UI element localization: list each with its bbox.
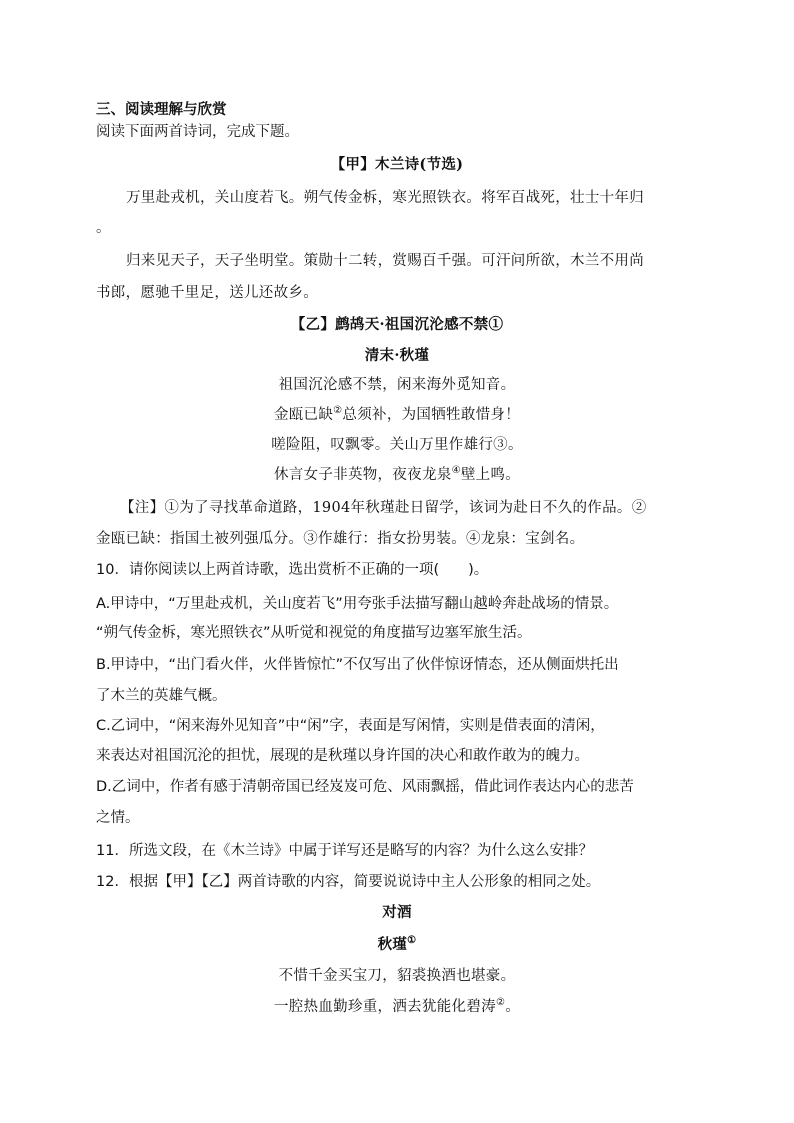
poem-b-note-line2: 金瓯已缺：指国土被列强瓜分。③作雄行：指女扮男装。④龙泉：宝剑名。 bbox=[96, 531, 585, 547]
poem-b-note-line1: 【注】①为了寻找革命道路，1904年秋瑾赴日留学，该词为赴日不久的作品。② bbox=[120, 500, 647, 516]
poem-b-line2-a: 金瓯已缺 bbox=[273, 407, 334, 423]
poem-b-title: 【乙】鹧鸪天·祖国沉沦感不禁① bbox=[290, 316, 504, 333]
q10-option-a-line1: A.甲诗中，“万里赴戎机，关山度若飞”用夸张手法描写翻山越岭奔赴战场的情景。 bbox=[96, 596, 619, 612]
poem-c-author-name: 秋瑾 bbox=[377, 936, 408, 953]
poem-b-author: 清末·秋瑾 bbox=[364, 347, 430, 364]
poem-a-p2-line1: 归来见天子，天子坐明堂。策勋十二转，赏赐百千强。可汗问所欲，木兰不用尚 bbox=[126, 253, 644, 269]
q10-option-c-line1: C.乙词中，“闲来海外见知音”中“闲”字，表面是写闲情，实则是借表面的清闲， bbox=[96, 718, 605, 734]
q10-option-c-line2: 来表达对祖国沉沦的担忧，展现的是秋瑾以身许国的决心和敢作敢为的魄力。 bbox=[96, 748, 589, 764]
instruction: 阅读下面两首诗词，完成下题。 bbox=[96, 124, 299, 140]
poem-a-p2-line2: 书郎，愿驰千里足，送儿还故乡。 bbox=[96, 285, 318, 301]
poem-c-line2-b: 。 bbox=[505, 999, 521, 1015]
poem-a-p1-line1: 万里赴戎机，关山度若飞。朔气传金柝，寒光照铁衣。将军百战死，壮士十年归 bbox=[126, 190, 644, 206]
poem-c-line1: 不惜千金买宝刀，貂裘换酒也堪豪。 bbox=[278, 968, 516, 984]
poem-a-title: 【甲】木兰诗(节选) bbox=[330, 156, 464, 173]
footnote-marker: ④ bbox=[451, 465, 461, 477]
poem-c-author bbox=[0, 935, 794, 955]
poem-c-line2-a: 一腔热血勤珍重，洒去犹能化碧涛 bbox=[273, 999, 496, 1015]
question-12: 12．根据【甲】【乙】两首诗歌的内容，简要说说诗中主人公形象的相同之处。 bbox=[96, 874, 601, 890]
footnote-marker: ② bbox=[495, 997, 506, 1009]
poem-c-line2 bbox=[0, 997, 794, 1017]
poem-b-line4 bbox=[0, 465, 794, 485]
poem-a-p1-line2: 。 bbox=[96, 220, 111, 236]
poem-b-line1: 祖国沉沦感不禁，闲来海外觅知音。 bbox=[278, 377, 516, 393]
q10-option-b-line1: B.甲诗中，“出门看火伴，火伴皆惊忙”不仅写出了伙伴惊讶情态，还从侧面烘托出 bbox=[96, 657, 619, 673]
poem-b-line4-a: 休言女子非英物，夜夜龙泉 bbox=[273, 467, 452, 483]
footnote-marker: ① bbox=[407, 935, 417, 947]
q10-option-a-line2: “朔气传金柝，寒光照铁衣”从听觉和视觉的角度描写边塞军旅生活。 bbox=[96, 625, 532, 641]
q10-option-b-line2: 了木兰的英雄气概。 bbox=[96, 688, 227, 704]
footnote-marker: ② bbox=[333, 405, 343, 417]
poem-b-line4-b: 壁上鸣。 bbox=[460, 467, 521, 483]
question-11: 11．所选文段，在《木兰诗》中属于详写还是略写的内容？为什么这么安排？ bbox=[96, 843, 593, 859]
poem-c-title: 对酒 bbox=[382, 904, 412, 921]
question-10-stem: 10．请你阅读以上两首诗歌，选出赏析不正确的一项( )。 bbox=[96, 562, 489, 578]
section-title: 三、阅读理解与欣赏 bbox=[96, 102, 227, 118]
q10-option-d-line1: D.乙词中，作者有感于清朝帝国已经岌岌可危、风雨飘摇，借此词作表达内心的悲苦 bbox=[96, 779, 634, 795]
poem-b-line2-b: 总须补，为国牺牲敢惜身！ bbox=[342, 407, 521, 423]
poem-b-line2 bbox=[0, 405, 794, 425]
q10-option-d-line2: 之情。 bbox=[96, 810, 140, 826]
poem-b-line3: 嗟险阻，叹飘零。关山万里作雄行③。 bbox=[271, 437, 523, 453]
